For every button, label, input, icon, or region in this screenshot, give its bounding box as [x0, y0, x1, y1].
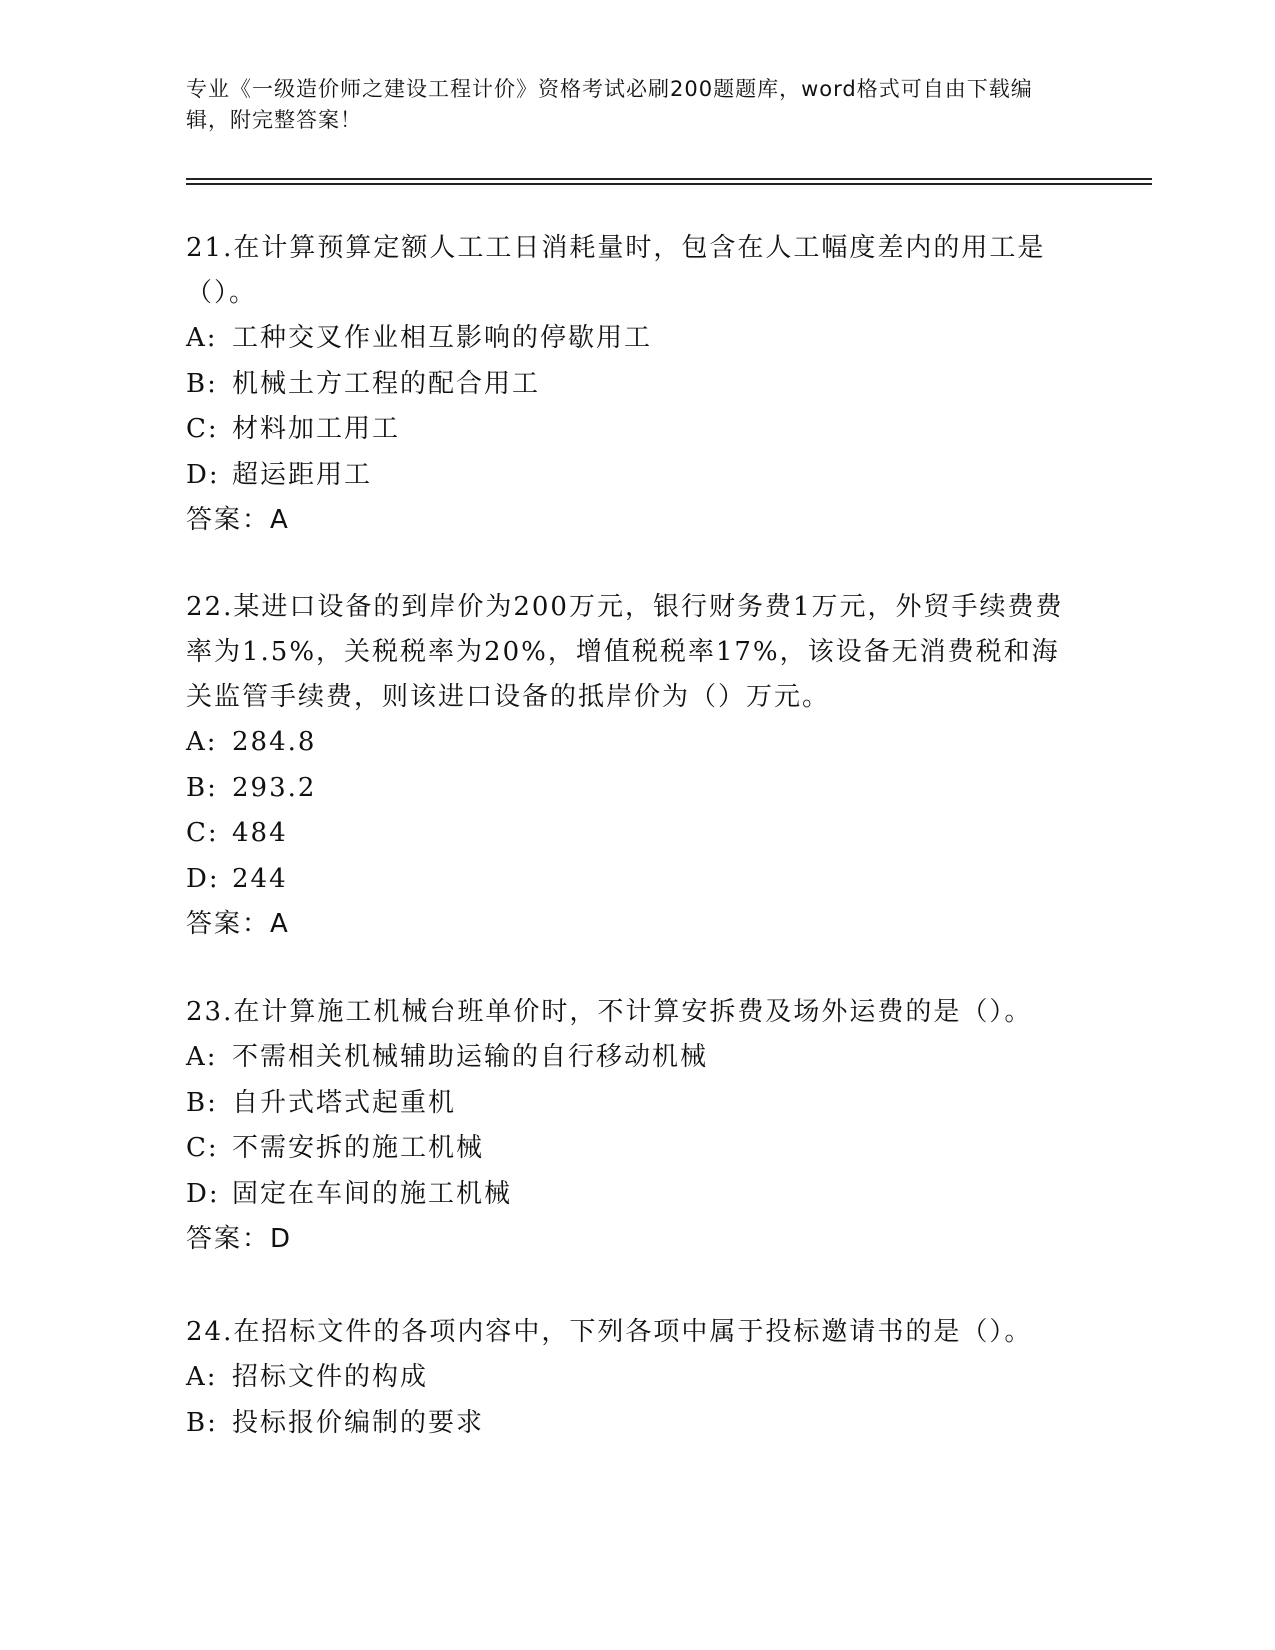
option-text: 机械土方工程的配合用工 [232, 368, 541, 399]
option-text: 工种交叉作业相互影响的停歇用工 [232, 323, 653, 353]
option-label: C: [186, 414, 219, 444]
option-text: 投标报价编制的要求 [232, 1407, 485, 1438]
answer: 答案：A [186, 909, 290, 939]
option-label: A: [186, 727, 218, 757]
option-text: 自升式塔式起重机 [232, 1087, 457, 1118]
header-divider-top [186, 178, 1152, 180]
option-label: C: [186, 1133, 219, 1163]
option-c [186, 811, 1086, 857]
option-text: 不需安拆的施工机械 [232, 1133, 485, 1163]
answer: 答案：A [186, 505, 290, 535]
option-label: B: [186, 368, 218, 399]
option-a [186, 1035, 1086, 1081]
question-stem: 21.在计算预算定额人工工日消耗量时，包含在人工幅度差内的用工是（）。 [186, 233, 1046, 308]
option-b [186, 362, 1086, 408]
option-label: B: [186, 1407, 218, 1438]
option-label: C: [186, 818, 219, 848]
option-c [186, 407, 1086, 453]
option-d [186, 453, 1086, 499]
option-label: A: [186, 1042, 218, 1072]
document-header-intro: 专业《一级造价师之建设工程计价》资格考试必刷200题题库，word格式可自由下载编辑，附完整答案！ [186, 77, 1033, 132]
option-text: 293.2 [232, 772, 317, 803]
option-b [186, 1401, 1086, 1447]
option-label: A: [186, 323, 218, 353]
option-text: 招标文件的构成 [232, 1362, 429, 1392]
option-text: 不需相关机械辅助运输的自行移动机械 [232, 1042, 709, 1072]
option-label: B: [186, 772, 218, 803]
option-b [186, 1081, 1086, 1127]
option-text: 284.8 [232, 727, 317, 757]
option-label: D: [186, 459, 220, 490]
option-text: 484 [232, 818, 288, 848]
header-divider-bottom [186, 183, 1152, 185]
question-stem: 22.某进口设备的到岸价为200万元，银行财务费1万元，外贸手续费费率为1.5%，关税税率为20%，增值税税率17%，该设备无消费税和海关监管手续费，则该进口设备的抵岸价为（）万元。 [186, 592, 1064, 712]
question-23 [186, 990, 1086, 1262]
option-label: B: [186, 1087, 218, 1118]
option-text: 固定在车间的施工机械 [232, 1178, 513, 1209]
option-d [186, 857, 1086, 903]
option-a [186, 1355, 1086, 1401]
question-22 [186, 585, 1086, 947]
question-stem: 23.在计算施工机械台班单价时，不计算安拆费及场外运费的是（）。 [186, 997, 1033, 1027]
option-a [186, 316, 1086, 362]
question-21 [186, 226, 1086, 543]
option-a [186, 720, 1086, 766]
option-d [186, 1172, 1086, 1218]
option-text: 材料加工用工 [232, 414, 401, 444]
option-text: 超运距用工 [232, 459, 373, 490]
option-text: 244 [232, 863, 288, 894]
question-stem: 24.在招标文件的各项内容中，下列各项中属于投标邀请书的是（）。 [186, 1317, 1033, 1347]
question-24 [186, 1310, 1086, 1446]
option-c [186, 1126, 1086, 1172]
option-label: D: [186, 863, 220, 894]
option-label: D: [186, 1178, 220, 1209]
option-b [186, 766, 1086, 812]
answer: 答案：D [186, 1224, 293, 1254]
option-label: A: [186, 1362, 218, 1392]
